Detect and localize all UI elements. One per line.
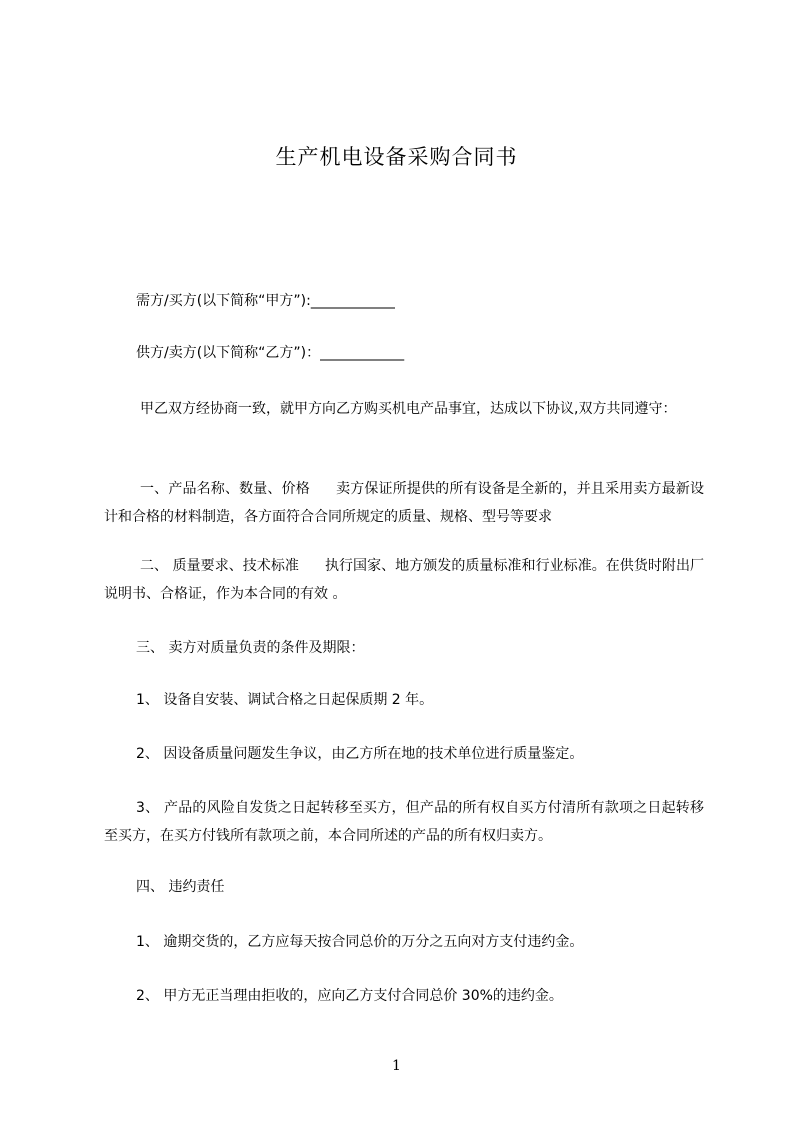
section-1-body: 卖方保证所提供的所有设备是全新的，并且采用卖方最新设计和合格的材料制造，各方面符合合同所规定的质量、规格、型号等要求 bbox=[104, 481, 705, 525]
section-3-item-3: 3、 产品的风险自发货之日起转移至买方，但产品的所有权自买方付清所有款项之日起转移至买方，在买方付钱所有款项之前，本合同所述的产品的所有权归卖方。 bbox=[104, 800, 704, 844]
seller-line: 供方/卖方(以下简称“乙方”)：____________ bbox=[136, 345, 405, 361]
section-2-heading: 二、 质量要求、技术标准 bbox=[140, 558, 299, 574]
section-4-item-1: 1、 逾期交货的，乙方应每天按合同总价的万分之五向对方支付违约金。 bbox=[136, 934, 584, 950]
section-1-paragraph bbox=[104, 475, 704, 531]
page-number: 1 bbox=[392, 1058, 401, 1074]
section-4-item-2: 2、 甲方无正当理由拒收的，应向乙方支付合同总价 30%的违约金。 bbox=[136, 988, 563, 1004]
intro-paragraph: 甲乙双方经协商一致，就甲方向乙方购买机电产品事宜，达成以下协议,双方共同遵守： bbox=[140, 401, 677, 417]
contract-title: 生产机电设备采购合同书 bbox=[275, 145, 518, 169]
section-1-heading: 一、产品名称、数量、价格 bbox=[140, 481, 310, 497]
section-3-item-1: 1、 设备自安装、调试合格之日起保质期 2 年。 bbox=[136, 692, 434, 708]
section-3-heading: 三、 卖方对质量负责的条件及期限： bbox=[136, 640, 365, 656]
section-2-paragraph bbox=[104, 552, 704, 608]
buyer-line: 需方/买方(以下简称“甲方”):____________ bbox=[136, 293, 395, 309]
section-3-item-2: 2、 因设备质量问题发生争议，由乙方所在地的技术单位进行质量鉴定。 bbox=[136, 746, 584, 762]
section-4-heading: 四、 违约责任 bbox=[136, 879, 225, 895]
section-2-body: 执行国家、地方颁发的质量标准和行业标准。在供货时附出厂说明书、合格证，作为本合同的有效 。 bbox=[104, 558, 705, 602]
